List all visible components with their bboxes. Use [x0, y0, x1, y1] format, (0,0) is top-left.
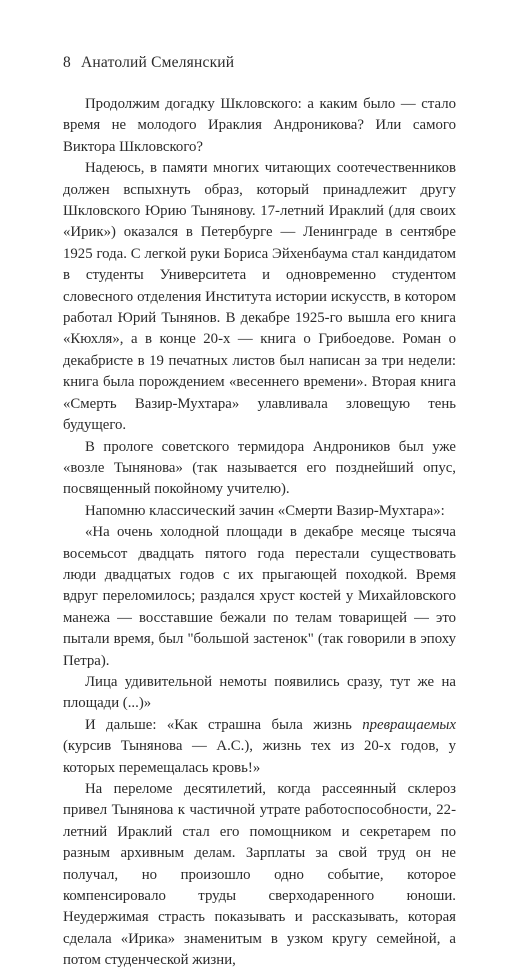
paragraph-1: Продолжим догадку Шкловского: а каким было — стало время не молодого Ираклия Андроникова? Или самого Виктора Шкловского? — [63, 96, 456, 155]
paragraph-6: На переломе десятилетий, когда рассеянный склероз привел Тынянова к частичной утрате работоспособности, 22-летний Ираклий стал его помощником и секретарем по разным архивным делам. Зарплаты за свой труд он не получал, но произошло одно событие, которое компенсировало труды сверходаренного юноши. Неудержимая страсть показывать и рассказывать, которая сделала «Ирика» знаменитым в узком кругу семейной, а потом студенческой жизни, — [63, 781, 456, 969]
page-header — [63, 54, 234, 72]
paragraph-5-start: И дальше: «Как страшна была жизнь — [85, 716, 363, 733]
paragraph-2: Надеюсь, в памяти многих читающих соотечественников должен вспыхнуть образ, который принадлежит другу Шкловского Юрию Тынянову. 17-летний Ираклий (для своих «Ирик») оказался в Петербурге — Ленинграде в сентябре 1925 года. С легкой руки Бориса Эйхенбаума стал кандидатом в студенты Университета и одновременно студентом словесного отделения Института истории искусств, в котором работал Юрий Тынянов. В декабре 1925-го вышла его книга «Кюхля», а в конце 20-х — книга о Грибоедове. Роман о декабристе в 19 печатных листов был написан за три недели: книга была порождением «весеннего времени». Вторая книга «Смерть Вазир-Мухтара» улавливала зловещую тень будущего. — [63, 160, 456, 434]
running-title: Анатолий Смелянский — [81, 54, 235, 71]
paragraph-4: Напомню классический зачин «Смерти Вазир-Мухтара»: — [85, 502, 445, 519]
paragraph-5-end: (курсив Тынянова — А.С.), жизнь тех из 20-х годов, у которых перемещалась кровь!» — [63, 738, 456, 776]
paragraph-3: В прологе советского термидора Андроников был уже «возле Тынянова» (так называется его позднейший опус, посвященный покойному учителю). — [63, 438, 456, 498]
page-number: 8 — [63, 54, 71, 71]
italic-word: превращаемых — [362, 716, 456, 733]
quote-paragraph-1: «На очень холодной площади в декабре месяце тысяча восемьсот двадцать пятого года перестали существовать люди двадцатых годов с их прыгающей походкой. Время вдруг переломилось; раздался хруст костей у Михайловского манежа — восставшие бежали по телам товарищей — это пытали время, был "большой застенок" (так говорили в эпоху Петра). — [63, 524, 456, 669]
quote-paragraph-2: Лица удивительной немоты появились сразу, тут же на площади (...)» — [63, 673, 456, 712]
paragraph-5 — [63, 715, 456, 779]
body-text — [63, 94, 456, 972]
